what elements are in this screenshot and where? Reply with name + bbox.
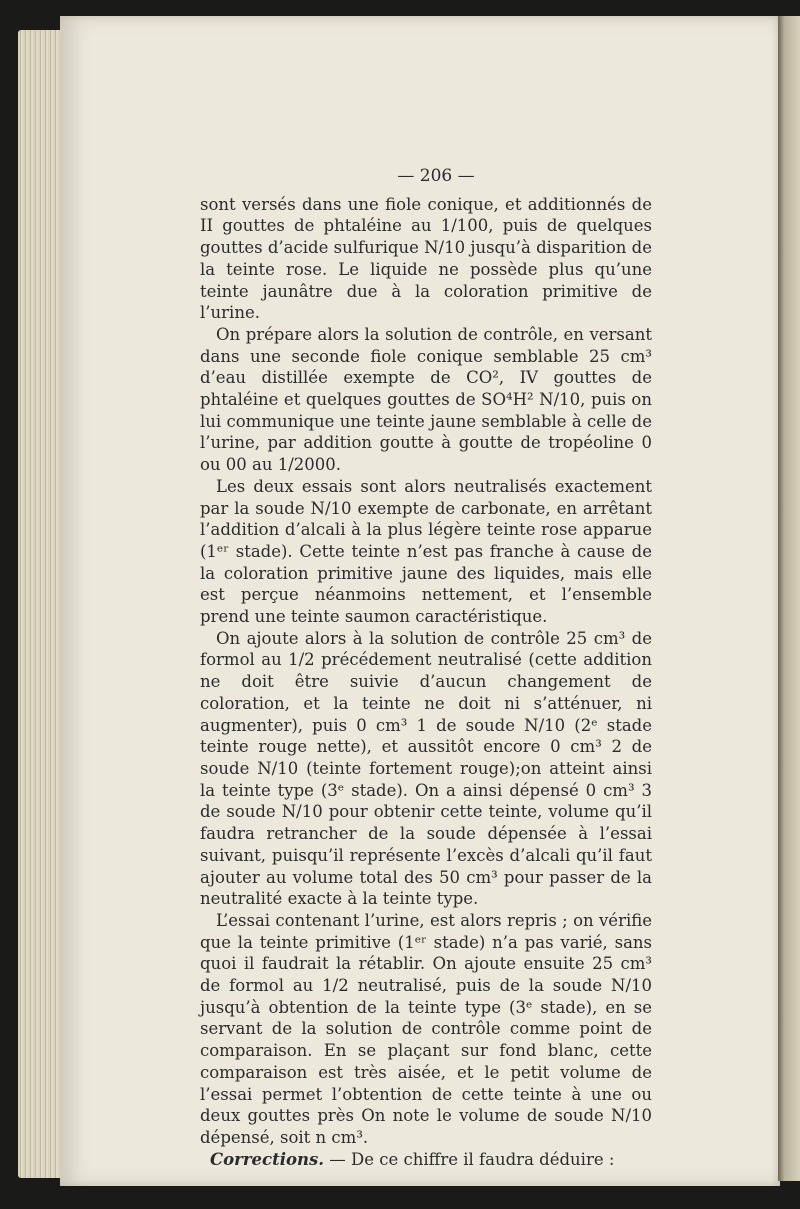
- corrections-heading: Corrections.: [210, 1149, 324, 1169]
- paragraph-5: L’essai contenant l’urine, est alors repris ; on vérifie que la teinte primitive (1ᵉʳ stade) n’a pas varié, sans quoi il faudrait la rétablir. On ajoute ensuite 25 cm³ de formol au 1/2 neutralisé, puis de la soude N/10 jusqu’à obtention de la teinte type (3ᵉ stade), en se servant de la solution de contrôle comme point de comparaison. En se plaçant sur fond blanc, cette comparaison est très aisée, et le petit volume de l’essai permet l’obtention de cette teinte à une ou deux gouttes près On note le volume de soude N/10 dépensé, soit n cm³.: [200, 910, 652, 1147]
- corrections-text: — De ce chiffre il faudra déduire :: [324, 1149, 615, 1169]
- book-spine: [778, 16, 800, 1181]
- paragraph-3: Les deux essais sont alors neutralisés exactement par la soude N/10 exempte de carbonate, en arrêtant l’addition d’alcali à la plus légère teinte rose apparue (1ᵉʳ stade). Cette teinte n’est pas franche à cause de la coloration primitive jaune des liquides, mais elle est perçue néanmoins nettement, et l’ensemble prend une teinte saumon caractéristique.: [200, 476, 652, 627]
- page-number: — 206 —: [397, 166, 475, 186]
- paragraph-1: sont versés dans une fiole conique, et additionnés de II gouttes de phtaléine au 1/100, puis de quelques gouttes d’acide sulfurique N/10 jusqu’à disparition de la teinte rose. Le liquide ne possède plus qu’une teinte jaunâtre due à la coloration primitive de l’urine.: [200, 194, 652, 323]
- corrections-line: [200, 1149, 652, 1171]
- paragraph-2: On prépare alors la solution de contrôle, en versant dans une seconde fiole conique semblable 25 cm³ d’eau distillée exempte de CO², IV gouttes de phtaléine et quelques gouttes de SO⁴H² N/10, puis on lui communique une teinte jaune semblable à celle de l’urine, par addition goutte à goutte de tropéoline 0 ou 00 au 1/2000.: [200, 324, 652, 475]
- paragraph-4: On ajoute alors à la solution de contrôle 25 cm³ de formol au 1/2 précédement neutralisé (cette addition ne doit être suivie d’aucun changement de coloration, et la teinte ne doit ni s’atténuer, ni augmenter), puis 0 cm³ 1 de soude N/10 (2ᵉ stade teinte rouge nette), et aussitôt encore 0 cm³ 2 de soude N/10 (teinte fortement rouge);on atteint ainsi la teinte type (3ᵉ stade). On a ainsi dépensé 0 cm³ 3 de soude N/10 pour obtenir cette teinte, volume qu’il faudra retrancher de la soude dépensée à l’essai suivant, puisqu’il représente l’excès d’alcali qu’il faut ajouter au volume total des 50 cm³ pour passer de la neutralité exacte à la teinte type.: [200, 628, 652, 909]
- page-text: [200, 166, 652, 1170]
